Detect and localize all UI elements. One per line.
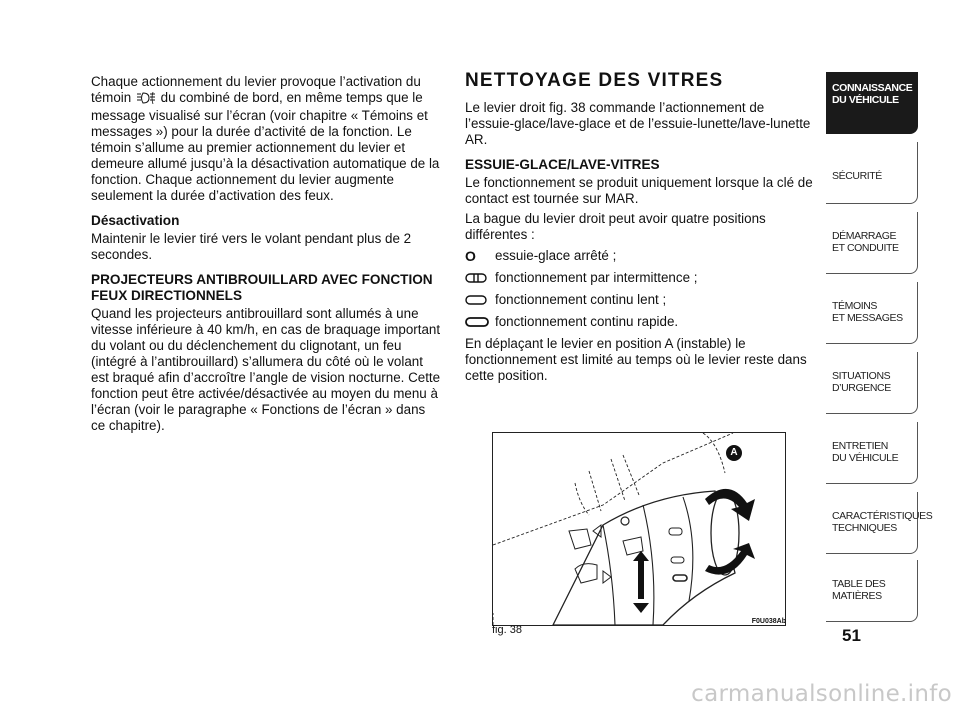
paragraph-desactivation: Maintenir le levier tiré vers le volant pendant plus de 2 secondes.	[91, 231, 412, 262]
tab-connaissance[interactable]: CONNAISSANCE DU VÉHICULE	[826, 72, 918, 134]
figure-label: fig. 38	[492, 624, 522, 636]
heading-projecteurs: PROJECTEURS ANTIBROUILLARD AVEC FONCTION FEUX DIRECTIONNELS	[91, 272, 433, 303]
paragraph-projecteurs: Quand les projecteurs antibrouillard sont allumés à une vitesse inférieure à 40 km/h, en cas de braquage important du volant ou du déclenchement du clignotant, un feu (intégré à l’antibrouillard) s’allumera du côté où le volant est braqué afin d’accroître l’angle de vision nocturne. Cette fonction peut être activée/désactivée au moyen du menu à l’écran (voir le paragraphe « Fonctions de l’écran » dans ce chapitre).	[91, 306, 441, 433]
paragraph-indicator: Chaque actionnement du levier provoque l’activation du témoin du combiné de bord, en même temps que le message visualisé sur l’écran (voir chapitre « Témoins et messages ») pour la durée d’activité de la fonction. Le témoin s’allume au premier actionnement du levier et demeure allumé jusqu’à la désactivation automatique de la fonction. Chaque actionnement du levier augmente seulement la durée d’activation des feux.	[91, 74, 440, 203]
marker-a-badge: A	[726, 445, 742, 461]
position-slow: fonctionnement continu lent ;	[465, 292, 817, 308]
tab-situations[interactable]: SITUATIONS D’URGENCE	[826, 352, 918, 414]
paragraph-positions: La bague du levier droit peut avoir quatre positions différentes :	[465, 211, 766, 242]
tab-table-matieres[interactable]: TABLE DES MATIÈRES	[826, 560, 918, 622]
position-off: O essuie-glace arrêté ;	[465, 248, 617, 264]
left-column	[91, 74, 443, 443]
heading-essuie: ESSUIE-GLACE/LAVE-VITRES	[465, 157, 660, 172]
intermittent-wiper-icon	[465, 273, 495, 283]
section-title: NETTOYAGE DES VITRES	[465, 70, 724, 91]
figure-code: F0U038Ab	[751, 618, 786, 625]
heading-desactivation: Désactivation	[91, 213, 180, 228]
position-intermittent: fonctionnement par intermittence ;	[465, 270, 817, 286]
tab-caracteristiques[interactable]: CARACTÉRISTIQUES TECHNIQUES	[826, 492, 918, 554]
paragraph-mar: Le fonctionnement se produit uniquement lorsque la clé de contact est tournée sur MAR.	[465, 175, 813, 206]
tab-securite[interactable]: SÉCURITÉ	[826, 142, 918, 204]
position-fast: fonctionnement continu rapide.	[465, 314, 817, 330]
right-column	[465, 70, 817, 393]
paragraph-position-a: En déplaçant le levier en position A (instable) le fonctionnement est limité au temps où le levier reste dans cette position.	[465, 336, 807, 383]
chapter-tabs	[826, 72, 960, 618]
tab-temoins[interactable]: TÉMOINS ET MESSAGES	[826, 282, 918, 344]
tab-demarrage[interactable]: DÉMARRAGE ET CONDUITE	[826, 212, 918, 274]
watermark: carmanualsonline.info	[691, 681, 952, 707]
tab-entretien[interactable]: ENTRETIEN DU VÉHICULE	[826, 422, 918, 484]
page-number: 51	[842, 626, 861, 645]
figure-wiper-lever	[492, 432, 786, 626]
fog-light-icon	[135, 92, 157, 108]
wiper-lever-illustration	[493, 433, 785, 625]
off-symbol: O	[465, 248, 476, 264]
fast-wiper-icon	[465, 317, 495, 327]
slow-wiper-icon	[465, 295, 495, 305]
paragraph-intro: Le levier droit fig. 38 commande l’actionnement de l’essuie-glace/lave-glace et de l’essuie-lunette/lave-lunette AR.	[465, 100, 811, 147]
